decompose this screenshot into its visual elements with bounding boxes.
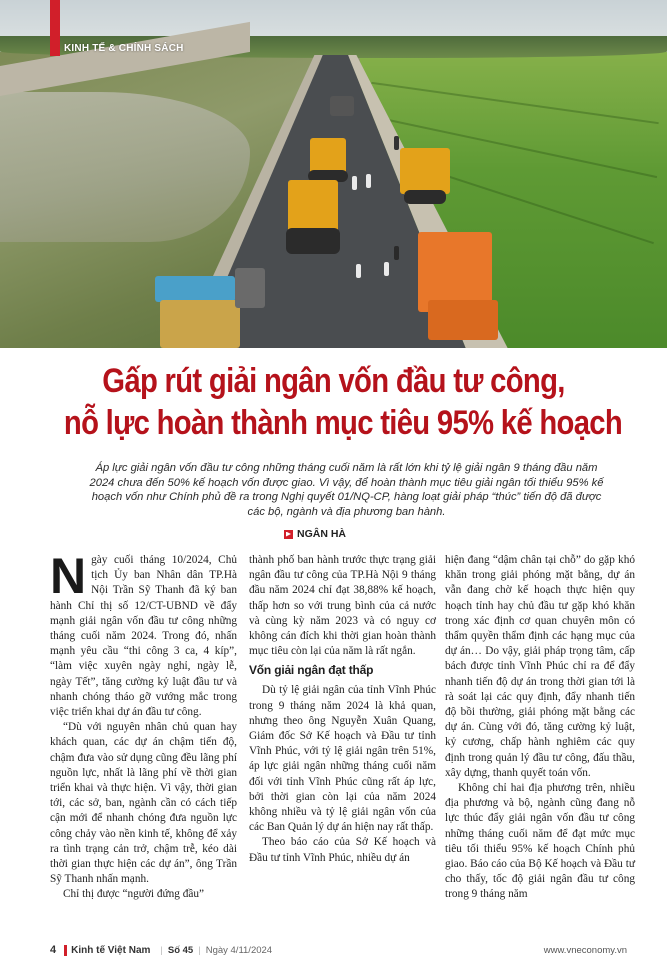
- dropcap: N: [50, 548, 87, 604]
- issue-date: Ngày 4/11/2024: [205, 944, 273, 956]
- paver-drum: [428, 300, 498, 340]
- paver-left: [160, 300, 240, 348]
- paver-canopy: [155, 276, 235, 302]
- issue-number: Số 45: [167, 944, 194, 956]
- website[interactable]: www.vneconomy.vn: [543, 944, 627, 956]
- paragraph: Chỉ thị được “người đứng đầu”: [63, 888, 205, 901]
- subhead: Vốn giải ngân đạt thấp: [249, 663, 374, 678]
- column-1: [50, 548, 237, 903]
- worker: [394, 136, 399, 150]
- roller-far: [330, 96, 354, 116]
- paragraph: Không chỉ hai địa phương trên, nhiều địa phương và bộ, ngành cũng đang nỗ lực thúc đẩy giải ngân vốn đầu tư công những tháng cuối năm để đạt mức mục tiêu tối thiểu 95% kế hoạch Chính phủ giao. Báo cáo của Bộ Kế hoạch và Đầu tư cho thấy, tốc độ giải ngân đầu tư công trong 9 tháng năm: [445, 782, 635, 901]
- paragraph: “Dù với nguyên nhân chủ quan hay khách quan, các dự án chậm tiến độ, chậm đưa vào sử dụng cũng đều lãng phí nguồn lực, nhất là lãng phí về thời gian triển khai và thực hiện. Vì vậy, thời gian tới, các sở, ban, ngành cần có cách tiếp cận mới để nhanh chóng đưa nguồn lực công chảy vào nền kinh tế, không để xảy ra tình trạng cản trở, chậm trễ, kéo dài thời gian thực hiện các dự án”, ông Trần Sỹ Thanh nhấn mạnh.: [50, 721, 237, 886]
- worker: [366, 174, 371, 188]
- byline-arrow-icon: [284, 530, 293, 539]
- paragraph: Theo báo cáo của Sở Kế hoạch và Đầu tư tỉnh Vĩnh Phúc, nhiều dự án: [249, 836, 436, 864]
- roller-2-drum: [404, 190, 446, 204]
- hero-photo: [0, 0, 667, 348]
- photo-pond: [0, 92, 250, 242]
- footer-bar: [64, 945, 67, 956]
- section-label: KINH TẾ & CHÍNH SÁCH: [64, 43, 184, 54]
- section-tag: [50, 0, 60, 56]
- worker: [356, 264, 361, 278]
- byline: [284, 528, 346, 540]
- footer-separator: |: [198, 944, 201, 956]
- page-number: 4: [50, 944, 57, 956]
- paragraph: hiện đang “dậm chân tại chỗ” do gặp khó khăn trong giải phóng mặt bằng, dự án vẫn đang chờ kế hoạch thực hiện quy hoạch tỉnh hay chủ đầu tư gặp khó khăn trong xác định cơ quan chuyên môn có thẩm quyền thẩm định các hạng mục của dự án… Do vậy, giải pháp trọng tâm, cấp bách được tỉnh Vĩnh Phúc chỉ ra để đẩy nhanh tiến độ dự án trong thời gian tới là rà soát lại các quy định, đẩy nhanh tiến độ bồi thường, giải phóng mặt bằng các dự án. Cùng với đó, tăng cường kỷ luật, kỷ cương, chấp hành nghiêm các quy định trong quản lý đầu tư công, đấu thầu, xây dựng, thanh quyết toán vốn.: [445, 554, 635, 779]
- headline-line-1: Gấp rút giải ngân vốn đầu tư công,: [102, 362, 565, 400]
- paragraph: gày cuối tháng 10/2024, Chủ tịch Ủy ban Nhân dân TP.Hà Nội Trần Sỹ Thanh đã ký ban hành Chỉ thị số 12/CT-UBND về đẩy mạnh giải ngân vốn đầu tư công những tháng cuối năm 2024. Trong đó, nhấn mạnh yêu cầu “thi công 3 ca, 4 kíp”, “làm việc xuyên ngày nghỉ, ngày lễ, ngày Tết”, tăng cường kỷ luật đầu tư và nhanh chóng tháo gỡ vướng mắc trong việc triển khai dự án đầu tư công.: [50, 554, 237, 719]
- roller-2: [400, 148, 450, 194]
- sapo: Áp lực giải ngân vốn đầu tư công những tháng cuối năm là rất lớn khi tỷ lệ giải ngân 9 tháng đầu năm 2024 chưa đến 50% kế hoạch vốn được giao. Vì vậy, để hoàn thành mục tiêu giải ngân tối thiểu 95% kế hoạch vốn như Chính phủ đề ra trong Nghị quyết 01/NQ-CP, hàng loạt giải pháp “thúc” tiến độ đã được các bộ, ngành và địa phương ban hành.: [89, 462, 604, 518]
- paragraph: thành phố ban hành trước thực trạng giải ngân đầu tư công của TP.Hà Nội 9 tháng đầu năm 2024 chỉ đạt 38,88% kế hoạch, thấp hơn so với trung bình của cả nước và cùng kỳ năm 2023 và có nguy cơ không cán đích khi thời gian hoàn thành mục tiêu còn lại của năm là rất ngắn.: [249, 554, 436, 658]
- roller-3: [288, 180, 338, 232]
- column-3: [445, 553, 635, 903]
- footer-separator: |: [160, 944, 163, 956]
- worker: [394, 246, 399, 260]
- author: NGÂN HÀ: [297, 528, 346, 540]
- headline-line-2: nỗ lực hoàn thành mục tiêu 95% kế hoạch: [63, 404, 623, 442]
- roller-3-drum: [286, 228, 340, 254]
- truck-left: [235, 268, 265, 308]
- column-2: [249, 553, 436, 866]
- magazine-name: Kinh tế Việt Nam: [71, 944, 151, 956]
- paragraph: Dù tỷ lệ giải ngân của tỉnh Vĩnh Phúc trong 9 tháng năm 2024 là khả quan, nhưng theo ông Nguyễn Xuân Quang, Giám đốc Sở Kế hoạch và Đầu tư tỉnh Vĩnh Phúc, với tỷ lệ giải ngân trên 51%, áp lực giải ngân những tháng cuối năm đối với tỉnh Vĩnh Phúc cũng rất áp lực, bởi thời gian còn lại của năm 2024 không nhiều và tỷ lệ giải ngân vốn của các Ban Quản lý dự án hiện nay rất thấp.: [249, 684, 436, 834]
- page-footer: [50, 942, 627, 958]
- worker: [352, 176, 357, 190]
- worker: [384, 262, 389, 276]
- headline: [63, 360, 623, 444]
